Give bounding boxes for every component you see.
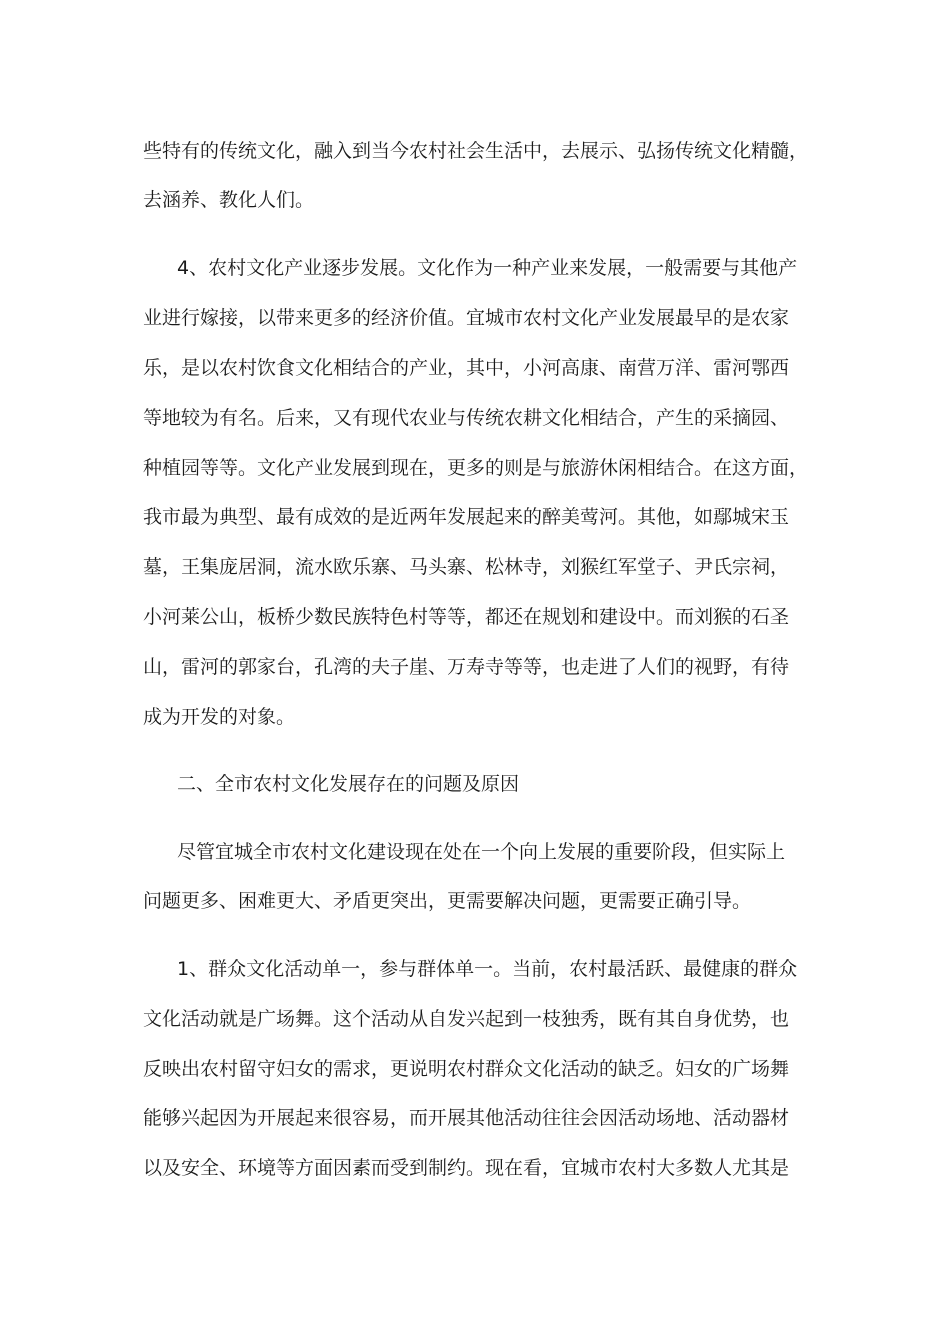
text-line: 小河莱公山，板桥少数民族特色村等等，都还在规划和建设中。而刘猴的石圣 <box>143 606 790 628</box>
paragraph-heading-line: 1、群众文化活动单一，参与群体单一。当前，农村最活跃、最健康的群众 <box>177 958 798 980</box>
text-line: 业进行嫁接，以带来更多的经济价值。宜城市农村文化产业发展最早的是农家 <box>143 307 790 329</box>
text-line: 能够兴起因为开展起来很容易，而开展其他活动往往会因活动场地、活动器材 <box>143 1107 790 1129</box>
paragraph-heading-line: 4、农村文化产业逐步发展。文化作为一种产业来发展，一般需要与其他产 <box>177 257 798 279</box>
text-line: 乐，是以农村饮食文化相结合的产业，其中，小河高康、南营万洋、雷河鄂西 <box>143 357 790 379</box>
text-line: 山，雷河的郭家台，孔湾的夫子崖、万寿寺等等，也走进了人们的视野，有待 <box>143 656 790 678</box>
text-line: 去涵养、教化人们。 <box>143 189 315 211</box>
text-line: 等地较为有名。后来，又有现代农业与传统农耕文化相结合，产生的采摘园、 <box>143 407 790 429</box>
text-line: 些特有的传统文化，融入到当今农村社会生活中，去展示、弘扬传统文化精髓， <box>143 140 809 162</box>
text-line: 我市最为典型、最有成效的是近两年发展起来的醉美莺河。其他，如鄢城宋玉 <box>143 506 790 528</box>
text-line: 反映出农村留守妇女的需求，更说明农村群众文化活动的缺乏。妇女的广场舞 <box>143 1058 790 1080</box>
text-line: 种植园等等。文化产业发展到现在，更多的则是与旅游休闲相结合。在这方面， <box>143 457 809 479</box>
text-line: 墓，王集庞居洞，流水欧乐寨、马头寨、松林寺，刘猴红军堂子、尹氏宗祠， <box>143 556 790 578</box>
section-heading: 二、全市农村文化发展存在的问题及原因 <box>177 773 520 795</box>
text-line: 问题更多、困难更大、矛盾更突出，更需要解决问题，更需要正确引导。 <box>143 890 752 912</box>
text-line: 以及安全、环境等方面因素而受到制约。现在看，宜城市农村大多数人尤其是 <box>143 1157 790 1179</box>
paragraph-first-line: 尽管宜城全市农村文化建设现在处在一个向上发展的重要阶段，但实际上 <box>177 841 786 863</box>
text-line: 成为开发的对象。 <box>143 706 296 728</box>
text-line: 文化活动就是广场舞。这个活动从自发兴起到一枝独秀，既有其自身优势，也 <box>143 1008 790 1030</box>
